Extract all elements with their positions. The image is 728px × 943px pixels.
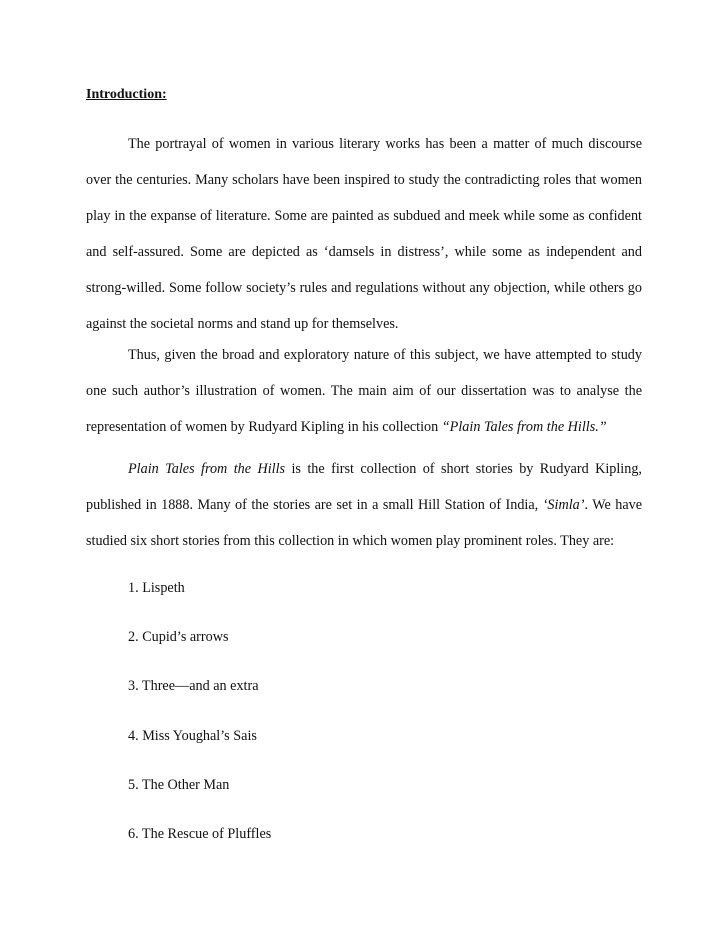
list-item: 1. Lispeth [128,580,185,596]
paragraph-2 [86,337,642,445]
list-item: 3. Three—and an extra [128,678,259,695]
list-item: 4. Miss Youghal’s Sais [128,727,257,744]
story-list [128,570,271,865]
collection-title: Plain Tales from the Hills [128,461,286,477]
list-item: 6. The Rescue of Pluffles [128,825,272,842]
paragraph-2-text: Thus, given the broad and exploratory nature of this subject, we have attempted to study one such author’s illustration of women. The main aim of our dissertation was to analyse the representation of women by Rudyard Kipling in his collection [86,347,642,435]
paragraph-1: The portrayal of women in various literary works has been a matter of much discourse over the centuries. Many scholars have been inspired to study the contradicting roles that women play in the expanse of literature. Some are painted as subdued and meek while some as confident and self-assured. Some are depicted as ‘damsels in distress’, while some as independent and strong-willed. Some follow society’s rules and regulations without any objection, while others go against the societal norms and stand up for themselves. [86,136,642,332]
paragraph-3 [86,451,642,559]
place-name: ‘Simla’ [542,497,585,513]
section-heading: Introduction: [86,87,167,102]
collection-title-quote: “Plain Tales from the Hills.” [441,419,607,435]
paragraph-3-text-b: . We have studied six short stories from this collection in which women play prominent roles. They are: [86,497,643,549]
list-item: 2. Cupid’s arrows [128,629,229,646]
paragraph-3-text-a: is the first collection of short stories by Rudyard Kipling, published in 1888. Many of the stories are set in a small Hill Station of India, [86,461,642,513]
list-item: 5. The Other Man [128,776,230,793]
